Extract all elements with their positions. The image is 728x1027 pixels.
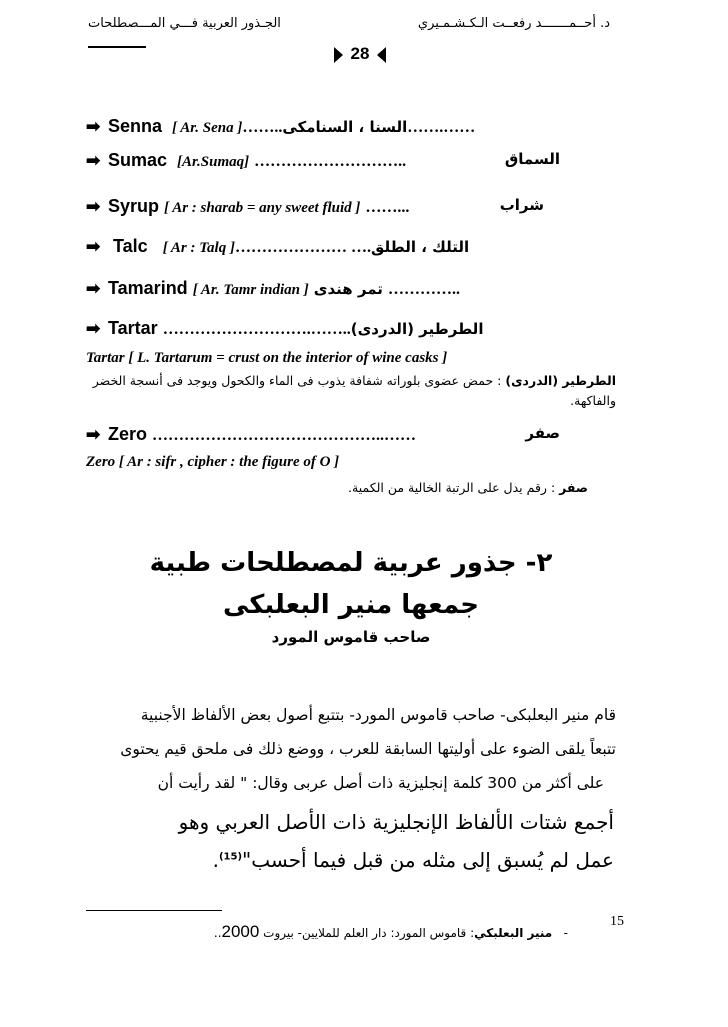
quote-text: عمل لم يُسبق إلى مثله من قبل فيما أحسب" xyxy=(242,848,614,872)
entry-dots: ……... xyxy=(365,199,410,216)
zero-arabic-def xyxy=(48,478,588,498)
arrow-right-icon: ➡ xyxy=(86,197,101,216)
section-subtitle: صاحب قاموس المورد xyxy=(271,628,431,646)
entry-term: Sumac xyxy=(108,150,168,170)
zero-english-def: Zero [ Ar : sifr , cipher : the figure of O ] xyxy=(86,454,340,470)
entry-arabic: تمر هندى xyxy=(313,280,383,298)
paragraph-line5 xyxy=(54,848,614,872)
entry-etymology: [ Ar : Talq ] xyxy=(162,240,235,256)
entry-etymology: [Ar.Sumaq] xyxy=(177,154,250,170)
footnote-body: : قاموس المورد: دار العلم للملايين- بيروت xyxy=(263,926,475,940)
entry-tartar xyxy=(86,318,560,342)
footnote-year: 2000 xyxy=(221,922,260,941)
tartar-english-def: Tartar [ L. Tartarum = crust on the interior of wine casks ] xyxy=(86,350,448,366)
entry-talc xyxy=(86,236,560,260)
paragraph-end: . xyxy=(212,848,219,872)
paragraph-line2: تتبعاً يلقى الضوء على أوليتها السابقة للعرب ، ووضع ذلك فى ملحق قيم يحتوى xyxy=(120,740,616,758)
arrow-right-icon: ➡ xyxy=(86,425,101,444)
header-book-title: الجـذور العربية فـــي المـــصطلحات xyxy=(88,16,281,31)
entry-arabic: صفر xyxy=(525,424,560,442)
arrow-right-icon: ➡ xyxy=(86,319,101,338)
arrow-right-icon: ➡ xyxy=(86,117,101,136)
paragraph-line4: أجمع شتات الألفاظ الإنجليزية ذات الأصل العربي وهو xyxy=(178,810,614,834)
entry-dots: ……………………….. xyxy=(254,153,407,170)
entry-etymology: [ Ar. Tamr indian ] xyxy=(192,282,309,298)
entry-tamarind xyxy=(86,278,560,302)
triangle-left-icon xyxy=(377,47,386,63)
entry-term: Syrup xyxy=(108,196,160,216)
entry-dots: ……………………………………..…… xyxy=(152,427,417,444)
section-title-line1: ٢- جذور عربية لمصطلحات طبية xyxy=(149,548,553,578)
footnote-number: 15 xyxy=(610,914,624,929)
entry-term: Tamarind xyxy=(108,278,188,298)
entry-arabic: السنا ، السنامكى xyxy=(282,118,408,136)
footnote-dash: - xyxy=(563,926,568,940)
section-title-line2: جمعها منير البعلبكى xyxy=(223,590,479,620)
entry-term: Senna xyxy=(108,116,163,136)
entry-arabic: السماق xyxy=(504,150,560,168)
arrow-right-icon: ➡ xyxy=(86,151,101,170)
entry-dots-after: …….…… xyxy=(407,119,476,136)
entry-zero xyxy=(86,424,560,448)
entry-etymology: [ Ar : sharab = any sweet fluid ] xyxy=(164,200,361,216)
tartar-arabic-def xyxy=(76,371,616,411)
entry-dots: ……………………….…….. xyxy=(162,321,351,338)
header-rule xyxy=(88,46,146,48)
entry-arabic: شراب xyxy=(499,196,544,214)
header-author: د. أحــمـــــــد رفعــت الـكـشـمـيري xyxy=(417,16,610,31)
zero-arabic-term: صفر xyxy=(559,480,588,495)
entry-senna xyxy=(86,116,560,140)
entry-dots: …….. xyxy=(242,119,283,136)
tartar-arabic-text: : حمض عضوى بلوراته شفافة يذوب فى الماء والكحول ويوجد فى أنسجة الخضر والفاكهة. xyxy=(92,373,616,408)
paragraph-line3: على أكثر من 300 كلمة إنجليزية ذات أصل عربى وقال: " لقد رأيت أن xyxy=(157,774,604,792)
page-number-box xyxy=(320,44,400,64)
entry-etymology: [ Ar. Sena ] xyxy=(172,120,243,136)
entry-syrup xyxy=(86,196,560,220)
entry-dots-after: ………….. xyxy=(387,281,460,298)
entry-term: Talc xyxy=(113,236,148,256)
entry-arabic: (الطرطير (الدردى xyxy=(350,320,484,338)
zero-arabic-text: : رقم يدل على الرتبة الخالية من الكمية. xyxy=(348,480,556,495)
paragraph-line1: قام منير البعلبكى- صاحب قاموس المورد- بتتبع أصول بعض الألفاظ الأجنبية xyxy=(140,706,616,724)
tartar-arabic-term: الطرطير (الدردى) xyxy=(505,373,616,388)
footnote-rule xyxy=(86,910,222,911)
arrow-right-icon: ➡ xyxy=(86,279,101,298)
entry-dots: ………………… …. xyxy=(234,239,371,256)
entry-sumac xyxy=(86,150,560,174)
entry-term: Tartar xyxy=(108,318,158,338)
page-number: 28 xyxy=(350,44,370,63)
arrow-right-icon: ➡ xyxy=(86,237,101,256)
footnote-text xyxy=(214,922,568,942)
footnote-end: .. xyxy=(213,926,222,940)
entry-arabic: التلك ، الطلق xyxy=(370,238,470,256)
footnote-author: منير البعلبكي xyxy=(474,926,553,940)
triangle-right-icon xyxy=(334,47,343,63)
entry-term: Zero xyxy=(108,424,148,444)
footnote-ref: (15) xyxy=(218,851,243,863)
